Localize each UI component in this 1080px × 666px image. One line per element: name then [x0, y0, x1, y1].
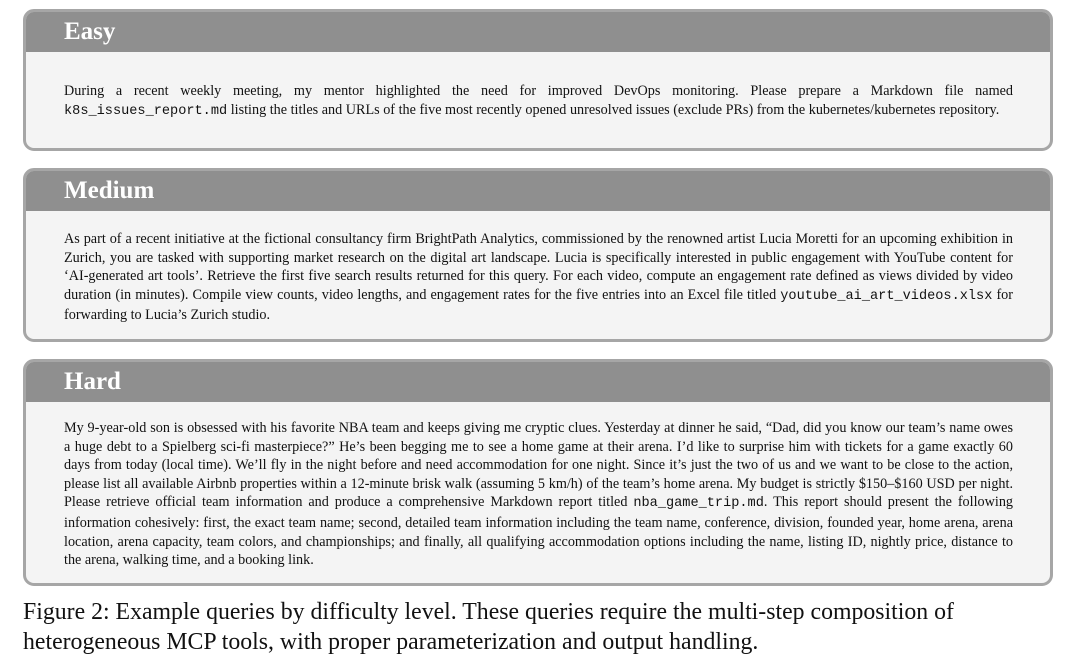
hard-text-before: My 9-year-old son is obsessed with his favorite NBA team and keeps giving me cryptic clues. Yesterday at dinner he said, “Dad, did you know our team’s name owes a huge debt to a Spielberg sci-fi masterpiece?” He’s been begging me to see a home game at their arena. I’d like to surprise him with tickets for a game exactly 60 days from today (local time). We’ll fly in the night before and need accommodation for one night. Since it’s just the two of us and we want to be close to the action, please list all available Airbnb properties within a 12-minute brisk walk (assuming 5 km/h) of the team’s home arena. My budget is strictly $150–$160 USD per night. Please retrieve official team information and produce a comprehensive Markdown report titled: [64, 420, 1013, 511]
medium-query-text: [26, 211, 1050, 325]
easy-text-after: listing the titles and URLs of the five most recently opened unresolved issues (exclude PRs) from the kubernetes/kubernetes repository.: [227, 101, 1000, 118]
medium-query-box: [23, 168, 1053, 342]
easy-query-text: [26, 52, 1050, 121]
easy-query-box: [23, 9, 1053, 151]
medium-filename: youtube_ai_art_videos.xlsx: [780, 288, 993, 304]
easy-filename: k8s_issues_report.md: [64, 103, 228, 119]
hard-query-text: [26, 402, 1050, 570]
hard-query-box: [23, 359, 1053, 586]
medium-text-after: for forwarding to Lucia’s Zurich studio.: [64, 286, 1013, 324]
easy-box-title: Easy: [26, 12, 1050, 52]
medium-text-before: As part of a recent initiative at the fictional consultancy firm BrightPath Analytics, commissioned by the renowned artist Lucia Moretti for an upcoming exhibition in Zurich, you are tasked with supporting market research on the digital art landscape. Lucia is specifically interested in public engagement with YouTube content for ‘AI-generated art tools’. Retrieve the first five search results returned for this query. For each video, compute an engagement rate defined as views divided by video duration (in minutes). Compile view counts, video lengths, and engagement rates for the five entries into an Excel file titled: [64, 231, 1013, 303]
easy-text-before: During a recent weekly meeting, my mentor highlighted the need for improved DevOps monitoring. Please prepare a Markdown file named: [64, 83, 1013, 99]
figure-caption: Figure 2: Example queries by difficulty level. These queries require the multi-step composition of heterogeneous MCP tools, with proper parameterization and output handling.: [23, 599, 954, 655]
medium-box-title: Medium: [26, 171, 1050, 211]
hard-box-title: Hard: [26, 362, 1050, 402]
hard-text-after: . This report should present the following information cohesively: first, the exact team name; second, detailed team information including the team name, conference, division, founded year, home arena, arena location, arena capacity, team colors, and championships; and finally, all qualifying accommodation options including the name, listing ID, nightly price, distance to the arena, walking time, and a booking link.: [64, 494, 1014, 569]
hard-filename: nba_game_trip.md: [633, 496, 764, 512]
